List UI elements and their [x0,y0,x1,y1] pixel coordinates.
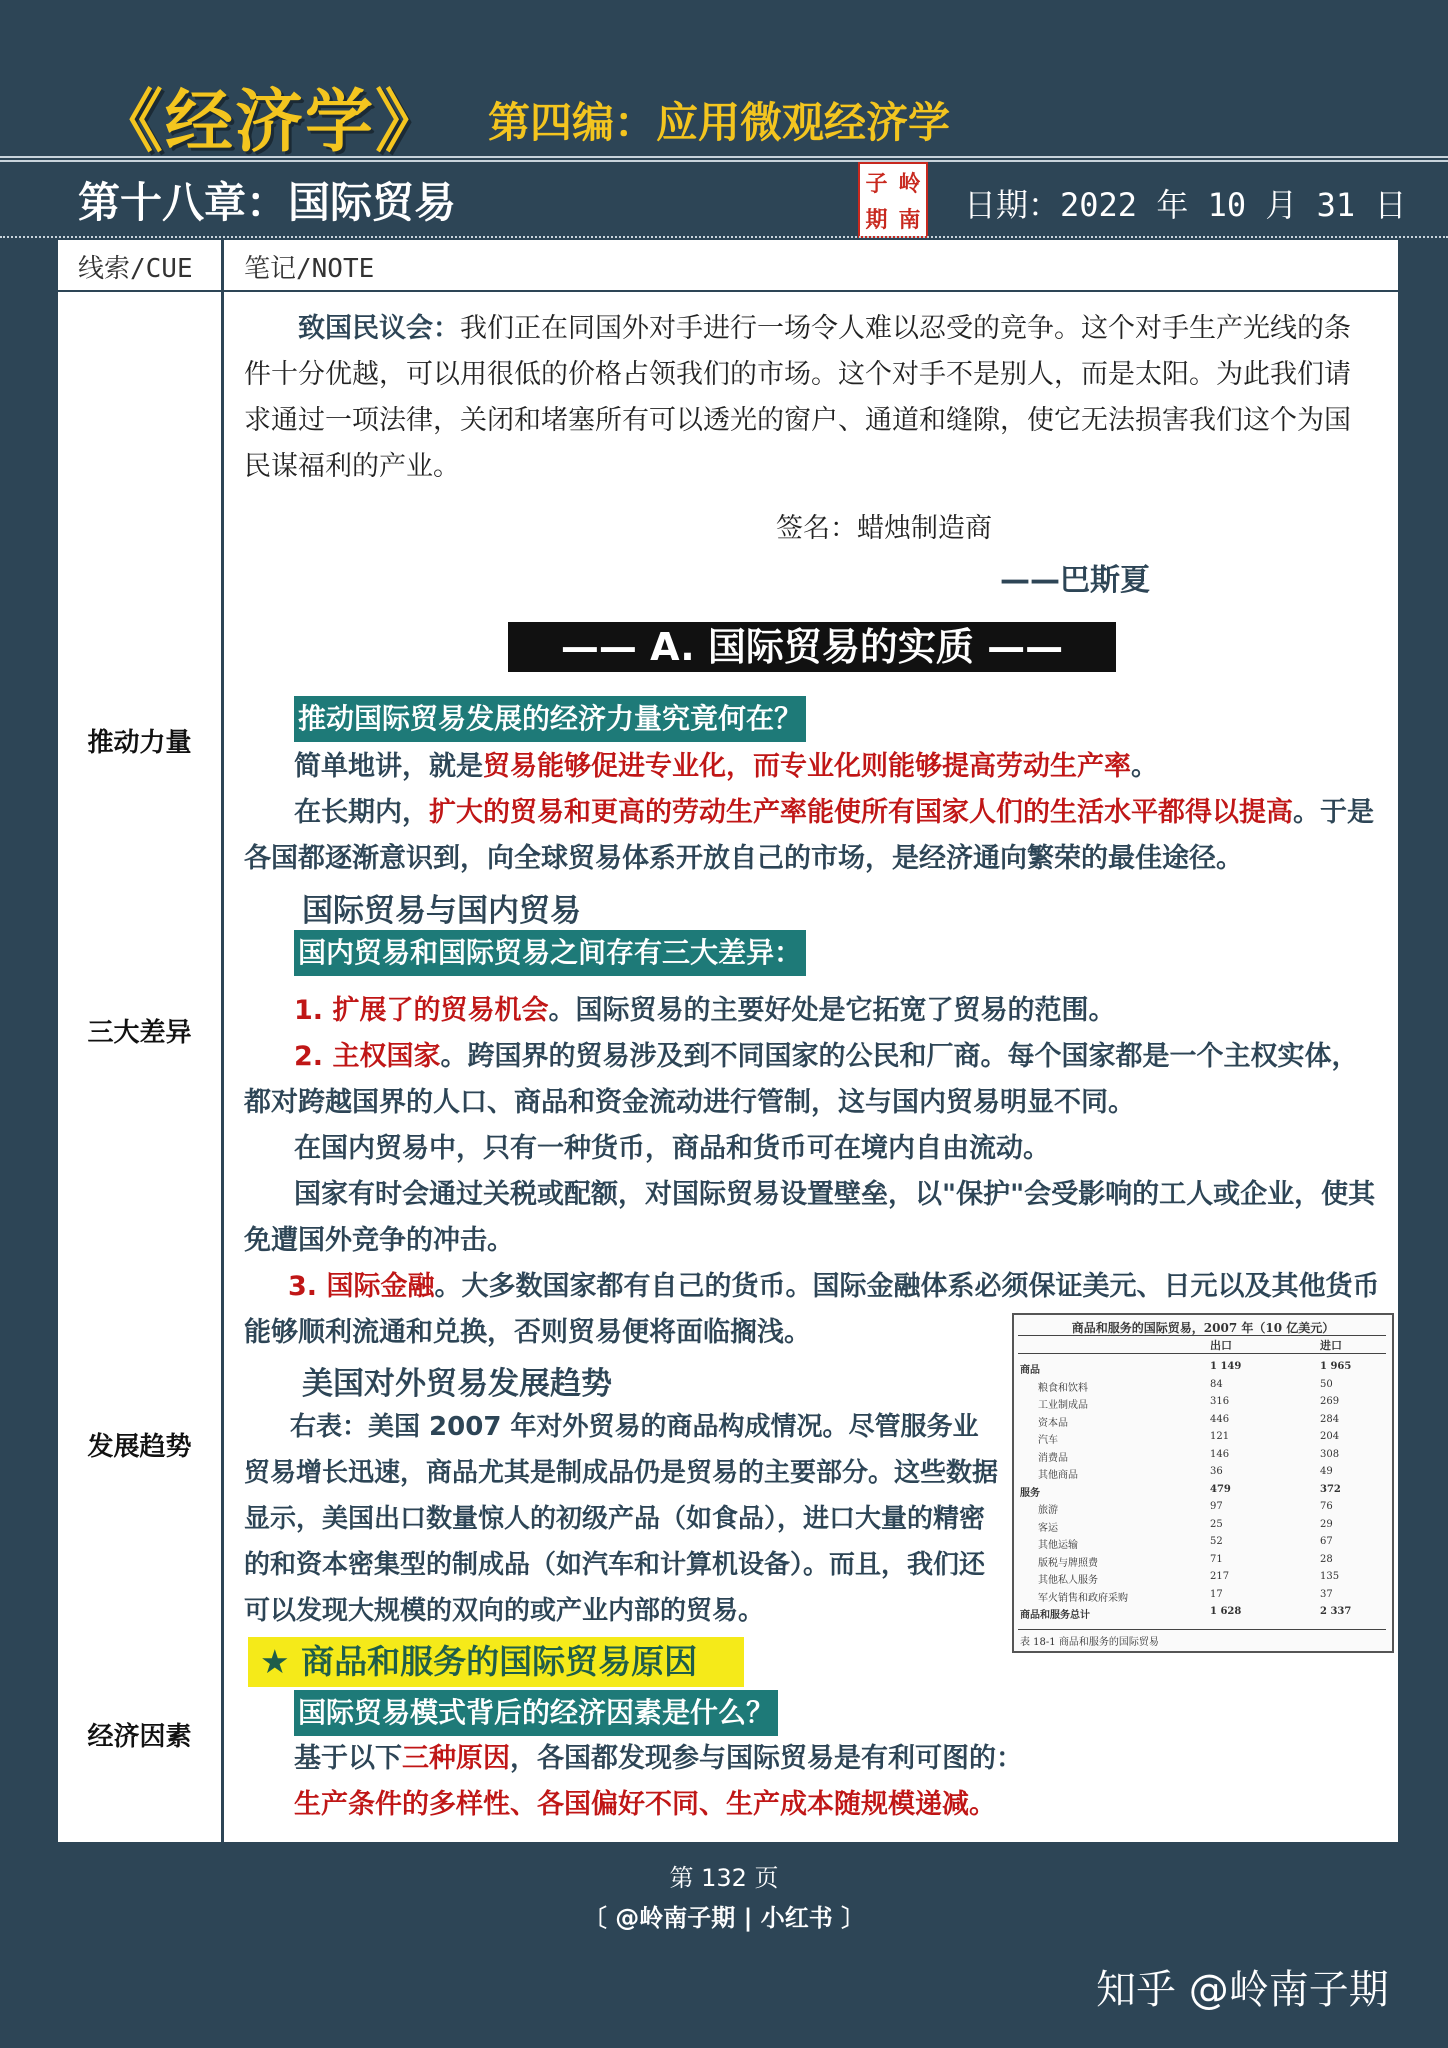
table-cell-export: 316 [1210,1396,1230,1407]
table-cell-import: 204 [1320,1431,1340,1442]
table-cell-label: 粮食和饮料 [1038,1382,1088,1394]
author-seal-logo [858,162,928,238]
table-cell-export: 1 628 [1210,1606,1242,1617]
zhihu-watermark: 知乎 @岭南子期 [1096,1967,1389,2013]
author-handle: 〔 @岭南子期 | 小红书 〕 [582,1904,866,1932]
text-span: 。于是各国都逐渐意识到，向全球贸易体系开放自己的市场，是经济通向繁荣的最佳途径。 [244,797,1374,874]
table-cell-export: 446 [1210,1413,1230,1425]
table-row [1020,1466,1384,1481]
trend-subtitle: 美国对外贸易发展趋势 [302,1366,612,1402]
table-row [1020,1449,1384,1464]
highlight-span: 3. 国际金融 [288,1271,435,1302]
cornell-note-sheet [58,240,1398,1842]
table-cell-export: 121 [1210,1431,1230,1442]
seal-char: 子 [865,171,888,197]
book-title: 《经济学》 [95,83,446,162]
table-cell-label: 工业制成品 [1038,1400,1088,1411]
table-row [1020,1554,1384,1569]
table-cell-import: 29 [1320,1518,1333,1530]
note-column-header: 笔记/NOTE [244,254,375,284]
highlight-span: 1. 扩展了的贸易机会 [294,995,549,1026]
table-col-import: 进口 [1320,1339,1342,1352]
table-cell-export: 84 [1210,1378,1223,1390]
table-cell-import: 308 [1320,1448,1340,1460]
text-span: ，各国都发现参与国际贸易是有利可图的： [510,1743,1023,1774]
seal-char: 南 [898,207,921,233]
text-span: 。 [1131,751,1158,782]
highlight-span: 贸易能够促进专业化，而专业化则能够提高劳动生产率 [483,751,1131,782]
column-divider [221,240,224,1842]
table-cell-label: 商品和服务总计 [1020,1610,1090,1621]
trade-table-image [1012,1313,1394,1653]
table-cell-import: 37 [1320,1588,1333,1600]
table-title: 商品和服务的国际贸易，2007 年（10 亿美元） [1071,1321,1335,1335]
reasons-paragraph-1 [294,1736,1384,1782]
difference-item-2-p2: 在国内贸易中，只有一种货币，商品和货币可在境内自由流动。 [294,1133,1050,1164]
chapter-title: 第十八章：国际贸易 [78,178,457,227]
highlight-span: 2. 主权国家 [294,1041,441,1072]
table-cell-export: 25 [1210,1518,1223,1530]
table-cell-label: 消费品 [1038,1452,1068,1464]
table-row [1020,1396,1384,1411]
table-cell-export: 36 [1210,1466,1223,1477]
differences-question-tag: 国内贸易和国际贸易之间存有三大差异： [294,930,806,976]
table-cell-import: 2 337 [1320,1606,1352,1617]
cue-three-differences: 三大差异 [87,1018,192,1048]
table-col-export: 出口 [1210,1339,1232,1352]
cue-economic-factors: 经济因素 [87,1722,192,1752]
table-row [1020,1606,1384,1621]
table-cell-label: 版税与牌照费 [1038,1557,1098,1569]
table-cell-export: 97 [1210,1501,1223,1512]
column-header-row [58,240,1398,292]
table-row [1020,1484,1384,1499]
table-rule [1018,1629,1386,1630]
table-cell-label: 旅游 [1038,1505,1058,1516]
table-row [1020,1571,1384,1586]
text-span: 在长期内， [294,797,429,828]
quote-signature: 签名：蜡烛制造商 [776,513,992,544]
trend-paragraph: 右表：美国 2007 年对外贸易的商品构成情况。尽管服务业贸易增长迅速，商品尤其是制成品仍是贸易的主要部分。这些数据显示，美国出口数量惊人的初级产品（如食品），进口大量的精密的和资本密集型的制成品（如汽车和计算机设备）。而且，我们还可以发现大规模的双向的或产业内部的贸易。 [244,1412,999,1626]
header-dotted-divider [0,236,1448,238]
force-question-tag: 推动国际贸易发展的经济力量究竟何在？ [294,696,806,742]
note-date: 日期：2022 年 10 月 31 日 [964,186,1407,224]
table-cell-import: 269 [1320,1396,1340,1407]
quote-text: 我们正在同国外对手进行一场令人难以忍受的竞争。这个对手生产光线的条件十分优越，可以用很低的价格占领我们的市场。这个对手不是别人，而是太阳。为此我们请求通过一项法律，关闭和堵塞所有可以透光的窗户、通道和缝隙，使它无法损害我们这个为国民谋福利的产业。 [244,313,1351,482]
table-cell-import: 67 [1320,1536,1333,1547]
quote-paragraph [244,306,1368,490]
table-row [1020,1519,1384,1534]
table-row [1020,1414,1384,1429]
part-title: 第四编：应用微观经济学 [488,98,951,147]
table-cell-label: 客运 [1038,1522,1058,1534]
cue-driving-force: 推动力量 [87,728,192,758]
table-caption: 表 18-1 商品和服务的国际贸易 [1020,1637,1159,1648]
table-cell-import: 1 965 [1320,1361,1352,1372]
reasons-paragraph-2: 生产条件的多样性、各国偏好不同、生产成本随规模递减。 [294,1789,996,1820]
table-row [1020,1431,1384,1446]
text-span: 。大多数国家都有自己的货币。国际金融体系必须保证美元、日元以及其他货币能够顺利流通和兑换，否则贸易便将面临搁浅。 [244,1271,1380,1348]
table-cell-export: 1 149 [1210,1361,1242,1372]
table-cell-label: 其他运输 [1038,1540,1078,1551]
table-cell-label: 汽车 [1038,1435,1058,1446]
text-span: 。跨国界的贸易涉及到不同国家的公民和厂商。每个国家都是一个主权实体，都对跨越国界的人口、商品和资金流动进行管制，这与国内贸易明显不同。 [244,1041,1359,1118]
cue-column-header: 线索/CUE [78,254,193,284]
page-header [0,0,1448,240]
seal-char: 期 [865,207,888,233]
table-rule [1018,1353,1386,1354]
table-row [1020,1501,1384,1516]
page-number: 第 132 页 [669,1864,779,1892]
difference-item-2-p3: 国家有时会通过关税或配额，对国际贸易设置壁垒，以"保护"会受影响的工人或企业，使其免遭国外竞争的冲击。 [244,1179,1376,1256]
table-cell-label: 其他商品 [1038,1470,1078,1481]
table-cell-import: 28 [1320,1553,1333,1565]
table-cell-import: 76 [1320,1501,1333,1512]
table-row [1020,1589,1384,1604]
section-banner: —— A. 国际贸易的实质 —— [508,622,1116,672]
table-cell-export: 17 [1210,1588,1223,1600]
header-divider-thin [0,160,1448,162]
highlight-span: 三种原因 [402,1743,510,1774]
reasons-question-tag: 国际贸易模式背后的经济因素是什么？ [294,1690,778,1736]
text-span: 简单地讲，就是 [294,751,483,782]
table-cell-export: 71 [1210,1553,1223,1565]
table-cell-import: 284 [1320,1413,1340,1425]
table-rule [1018,1335,1386,1336]
text-span: 基于以下 [294,1743,402,1774]
quote-lead: 致国民议会： [298,313,460,344]
difference-item-1 [294,988,1384,1034]
table-cell-export: 479 [1210,1483,1231,1495]
text-span: 。国际贸易的主要好处是它拓宽了贸易的范围。 [548,995,1116,1026]
table-cell-export: 52 [1210,1536,1223,1547]
cue-trend: 发展趋势 [87,1432,192,1462]
force-paragraph-1 [294,744,1384,790]
table-cell-label: 军火销售和政府采购 [1038,1592,1128,1604]
table-cell-export: 217 [1210,1571,1230,1582]
table-cell-import: 50 [1320,1378,1333,1390]
differences-subtitle: 国际贸易与国内贸易 [302,893,581,929]
table-cell-label: 商品 [1020,1365,1040,1376]
seal-char: 岭 [898,171,921,197]
header-divider [0,156,1448,158]
table-cell-label: 服务 [1020,1487,1040,1499]
quote-author: ——巴斯夏 [1000,563,1150,598]
force-paragraph-2 [244,790,1384,882]
table-cell-label: 其他私人服务 [1038,1575,1098,1586]
difference-item-2 [244,1034,1384,1126]
table-cell-import: 372 [1320,1483,1341,1495]
table-row [1020,1361,1384,1376]
table-cell-import: 135 [1320,1571,1340,1582]
reasons-banner: ★ 商品和服务的国际贸易原因 [248,1637,744,1687]
table-cell-import: 49 [1320,1466,1333,1477]
table-row [1020,1379,1384,1394]
highlight-span: 扩大的贸易和更高的劳动生产率能使所有国家人们的生活水平都得以提高 [429,797,1293,828]
table-cell-export: 146 [1210,1448,1230,1460]
table-row [1020,1536,1384,1551]
table-cell-label: 资本品 [1038,1417,1068,1429]
